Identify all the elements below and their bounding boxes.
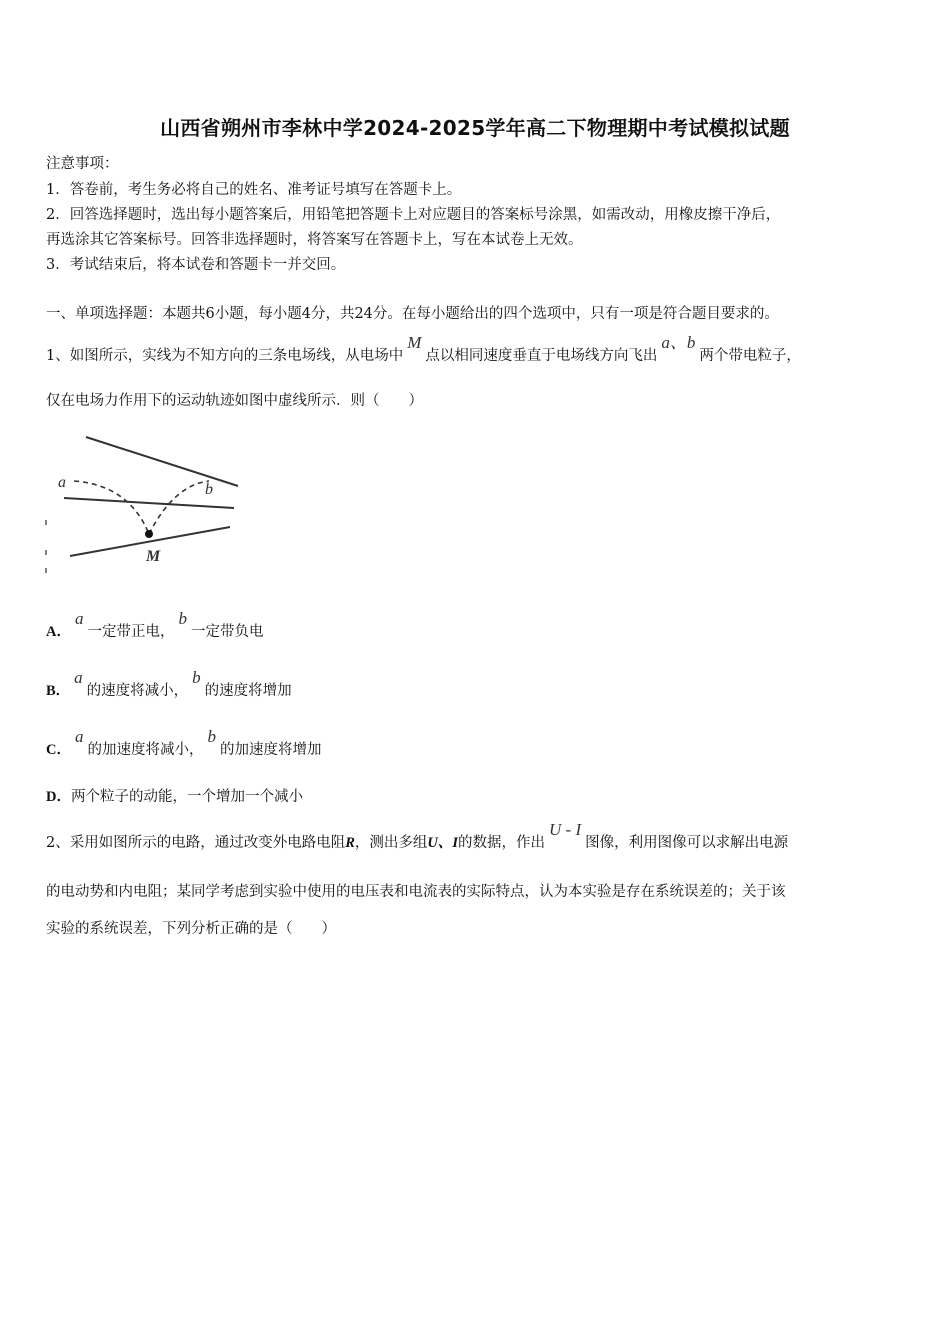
option-A[interactable]: A．a一定带正电，b一定带负电 <box>46 609 264 640</box>
notice-item: 再选涂其它答案标号。回答非选择题时，将答案写在答题卡上，写在本试卷上无效。 <box>46 232 583 248</box>
trajectory-a <box>74 481 149 534</box>
label-M: M <box>146 548 161 565</box>
section-heading: 一、单项选择题：本题共6小题，每小题4分，共24分。在每小题给出的四个选项中，只有一项是符合题目要求的。 <box>46 306 779 322</box>
notice-item: 2．回答选择题时，选出每小题答案后，用铅笔把答题卡上对应题目的答案标号涂黑，如需改动，用橡皮擦干净后， <box>46 207 781 223</box>
page-title: 山西省朔州市李林中学2024-2025学年高二下物理期中考试模拟试题 <box>160 116 790 140</box>
notice-item: 1．答卷前，考生务必将自己的姓名、准考证号填写在答题卡上。 <box>46 182 462 198</box>
var-R: R <box>345 835 355 851</box>
var-ab: a、b <box>661 333 696 352</box>
option-D[interactable]: D．两个粒子的动能，一个增加一个减小 <box>46 789 303 805</box>
label-a: a <box>58 474 66 491</box>
q2-stem-line3: 实验的系统误差，下列分析正确的是（ ） <box>46 921 336 937</box>
q2-stem: 2、采用如图所示的电路，通过改变外电路电阻R，测出多组U、I的数据，作出U - I图像，利用图像可以求解出电源 <box>46 820 789 851</box>
option-C[interactable]: C．a的加速度将减小，b的加速度将增加 <box>46 727 322 758</box>
q1-stem-line2: 仅在电场力作用下的运动轨迹如图中虚线所示．则（ ） <box>46 393 423 409</box>
var-UI: U、I <box>427 835 459 851</box>
point-M <box>145 530 153 538</box>
var-U-I: U - I <box>549 820 582 839</box>
q2-stem-line2: 的电动势和内电阻；某同学考虑到实验中使用的电压表和电流表的实际特点，认为本实验是存在系统误差的；关于该 <box>46 884 786 900</box>
field-line-top <box>86 437 238 486</box>
var-M: M <box>407 333 422 352</box>
option-B[interactable]: B．a的速度将减小，b的速度将增加 <box>46 668 292 699</box>
q1-figure <box>44 430 254 578</box>
q1-stem: 1、如图所示，实线为不知方向的三条电场线，从电场中M点以相同速度垂直于电场线方向飞出a、b两个带电粒子， <box>46 333 801 364</box>
notice-heading: 注意事项： <box>46 156 119 172</box>
notice-item: 3．考试结束后，将本试卷和答题卡一并交回。 <box>46 257 346 273</box>
label-b: b <box>205 481 213 498</box>
trajectory-b <box>149 481 209 534</box>
field-line-middle <box>64 498 234 508</box>
